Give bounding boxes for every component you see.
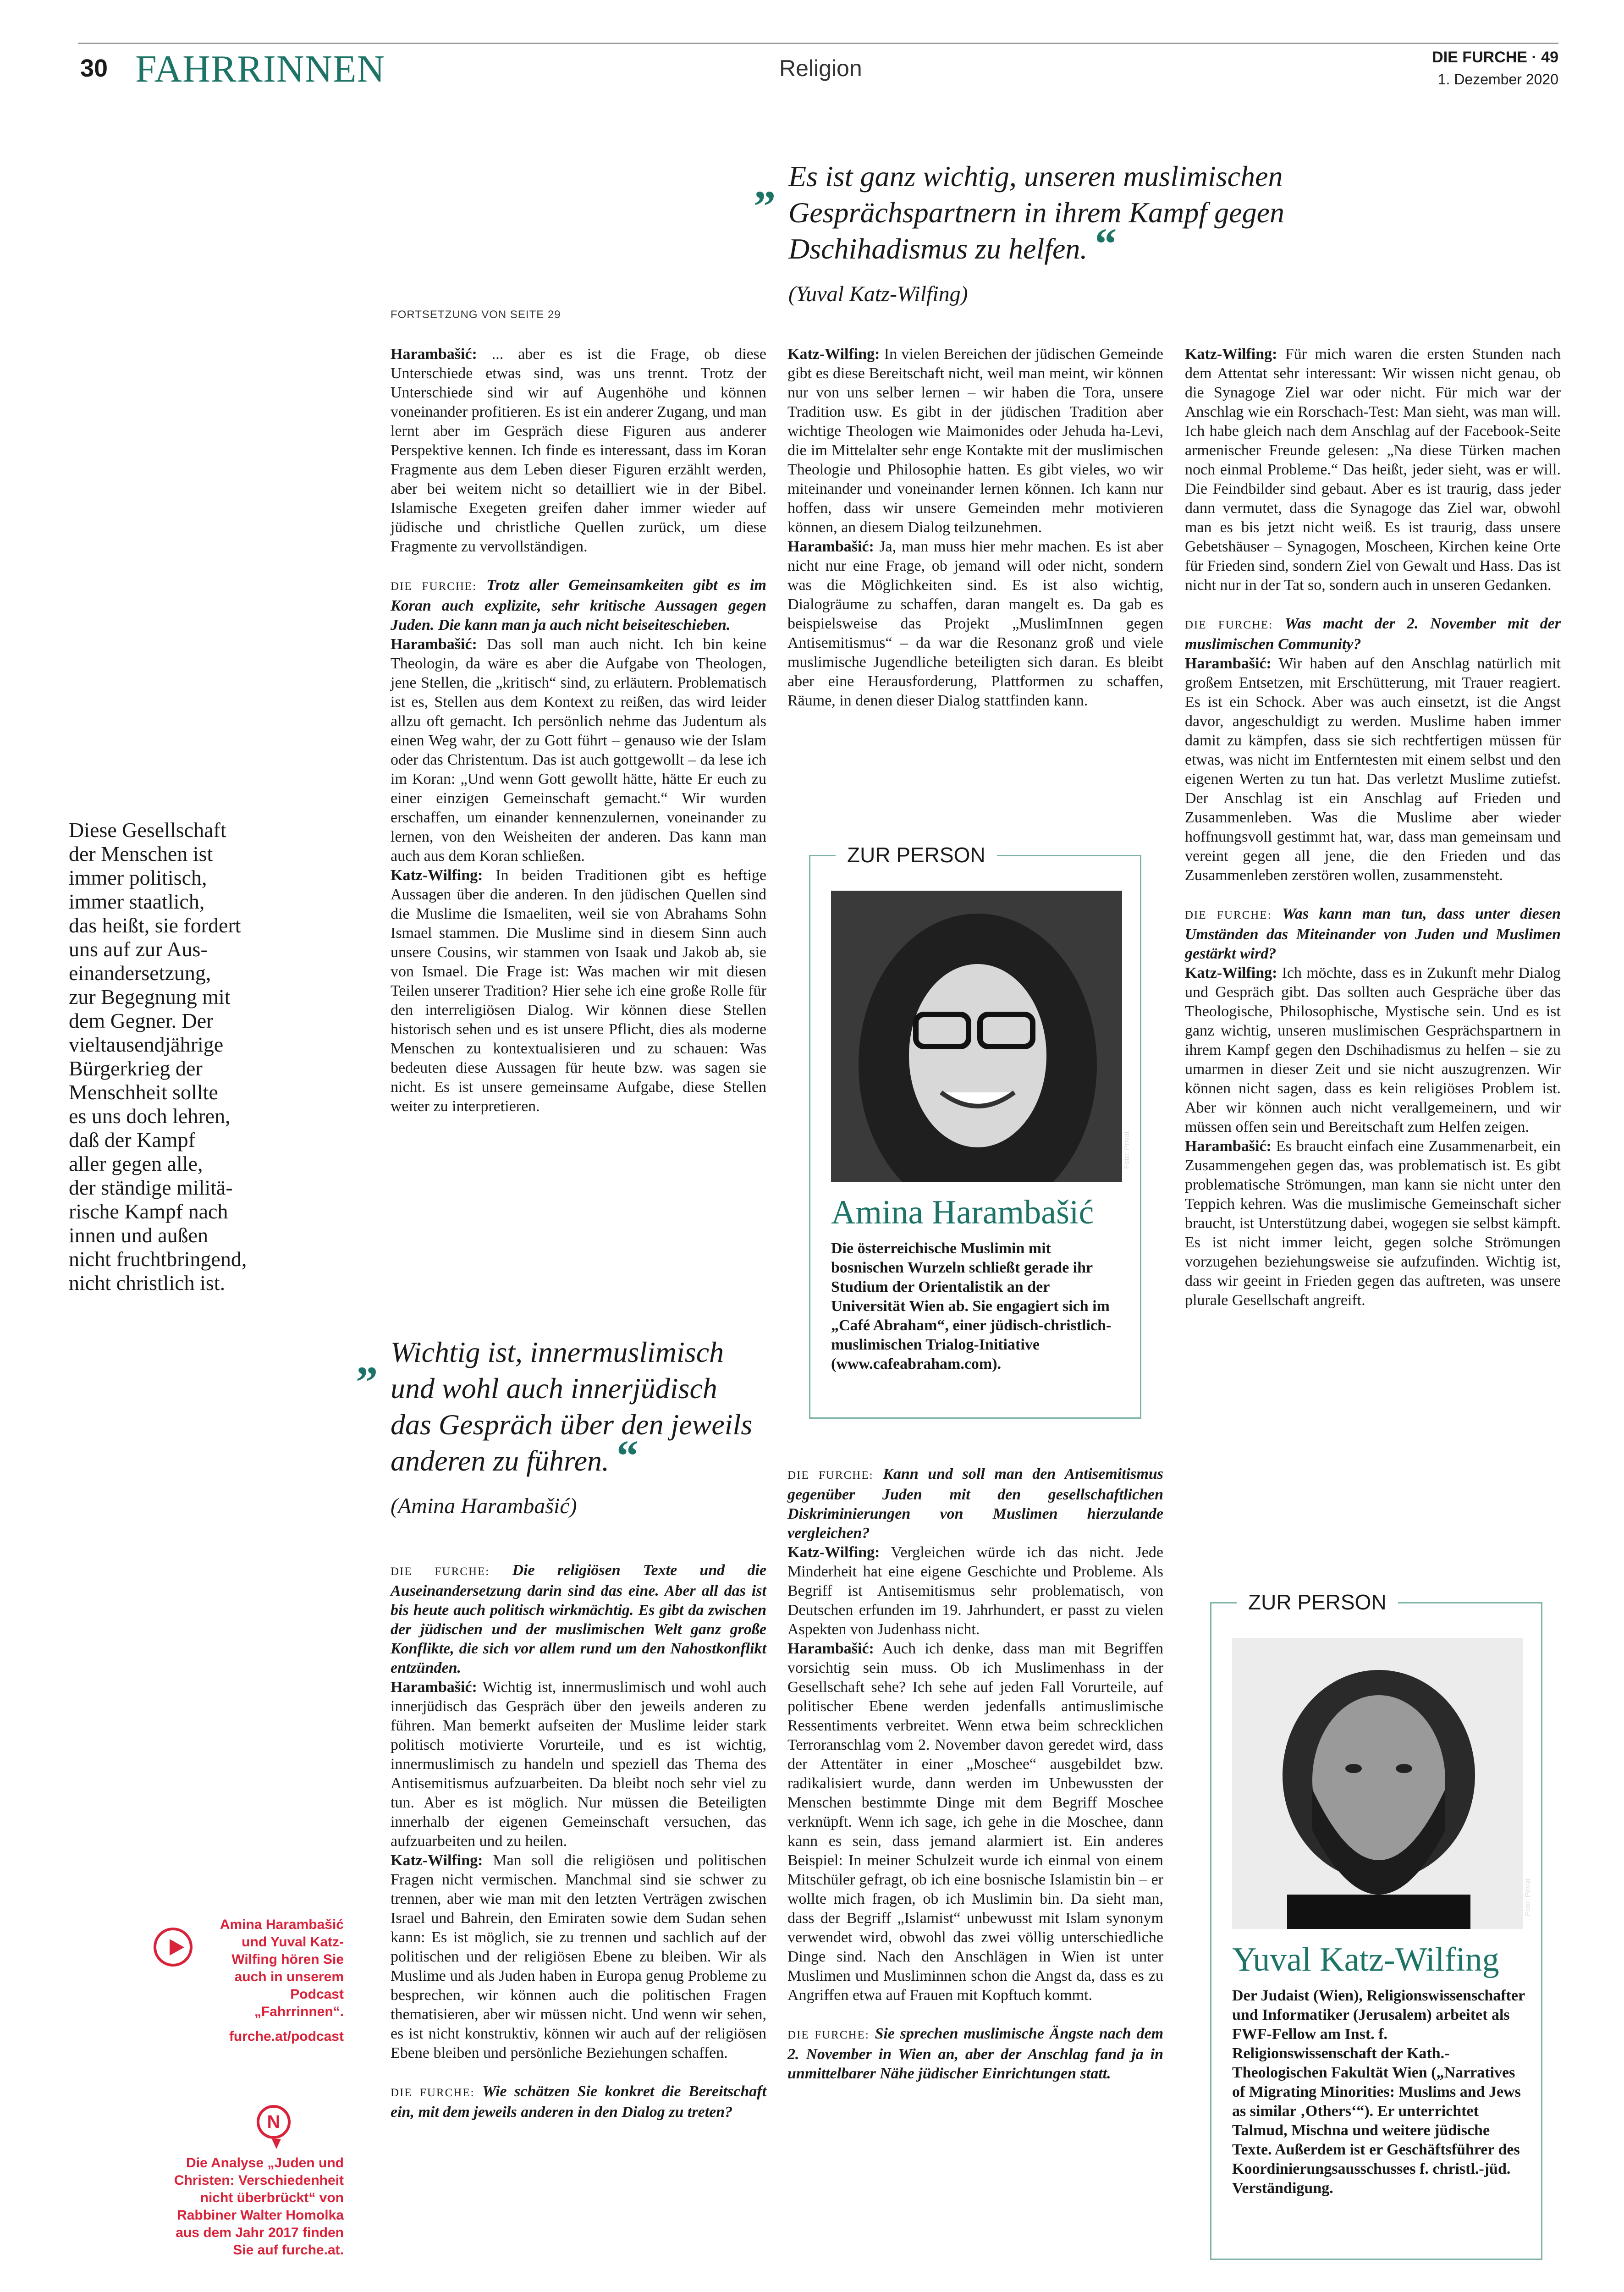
question-paragraph (391, 576, 766, 635)
question-paragraph (787, 2024, 1163, 2083)
speaker-label: DIE FURCHE: (391, 580, 477, 593)
question-text: Wie schätzen Sie konkret die Bereitschaft ein, mit dem jeweils anderen in den Dialog zu treten? (391, 2083, 767, 2121)
speaker-label: Harambašić: (787, 538, 874, 555)
page-number: 30 (80, 55, 108, 82)
poem-line: der ständige militä- (69, 1176, 233, 1199)
poem-line: Menschheit sollte (69, 1080, 218, 1104)
quote-close-mark: “ (1095, 219, 1117, 268)
person-name: Yuval Katz-Wilfing (1232, 1941, 1499, 1978)
speaker-label: DIE FURCHE: (1185, 619, 1273, 631)
portrait-illustration (1232, 1638, 1523, 1929)
paragraph-text: Vergleichen würde ich das nicht. Jede Minderheit hat eine eigene Geschichte und Probleme. Als Begriff ist Antisemitismus sehr problematisch, von Deutschen erfunden im 19. Jahrhundert, er passt zu vielen Aspekten von Judenhass nicht. (787, 1544, 1163, 1638)
poem-line: immer politisch, (69, 866, 207, 889)
pull-quote-left (356, 1334, 753, 1524)
speaker-label: Katz-Wilfing: (787, 346, 880, 363)
pull-quote-attribution: (Amina Harambašić) (391, 1494, 577, 1518)
speaker-label: DIE FURCHE: (391, 2087, 475, 2099)
paragraph-text: Wir haben auf den Anschlag natürlich mit großem Entsetzen, mit Erschütterung, mit Trauer reagiert. Es ist ein Schock. Aber was auch einsetzt, ist die Angst davor, angeschuldigt zu werden. Muslime haben immer damit zu kämpfen, dass sie sich rechtfertigen müssen für etwas, was nicht im Entferntesten mit einem selbst und den eigenen Werten zu tun hat. Das verletzt Muslime zutiefst. Der Anschlag ist ein Anschlag auf Frieden und Zusammenleben. Was die Muslime aber wieder hoffnungsvoll gestimmt hat, war, dass man gemeinsam und vereint gegen all jene, die den Frieden und das Zusammenleben zerstören wollen, zusammensteht. (1185, 655, 1561, 884)
question-text: Was kann man tun, dass unter diesen Umständen das Miteinander von Juden und Muslimen gestärkt wird? (1185, 905, 1561, 962)
poem-line: rische Kampf nach (69, 1200, 228, 1223)
pull-quote-text: Wichtig ist, innermuslimisch und wohl auch innerjüdisch das Gespräch über den jeweils anderen zu führen. (391, 1336, 753, 1477)
answer-paragraph (787, 1639, 1163, 2005)
section-title: Religion (779, 55, 862, 81)
quote-open-mark: „ (754, 159, 776, 208)
speaker-label: Katz-Wilfing: (391, 1852, 483, 1869)
answer-paragraph (787, 345, 1163, 537)
paragraph-text: Auch ich denke, dass man mit Begriffen vorsichtig sein muss. Ob ich Muslimenhass in der Gesellschaft sehe? Ich sehe auf jeden Fall Vorurteile, auf politischer Ebene werden jedenfalls antimuslimische Ressentiments verbreitet. Wenn etwa beim schrecklichen Terroranschlag vom 2. November davon geredet wird, dass der Attentäter in einer „Moschee“ ausgebildet bzw. radikalisiert wurde, dann werden im Unbewussten der Menschen bestimmte Dinge mit dem Begriff Moschee verknüpft. Wenn ich sage, ich gehe in die Moschee, dann kann es sein, dass jemand alarmiert ist. Ein anderes Beispiel: In meiner Schulzeit wurde ich einmal von einem Mitschüler gefragt, ob ich eine bosnische Islamistin bin – er wollte mich fragen, ob ich Muslimin bin. Da sieht man, dass der Begriff „Islamist“ unbewusst mit Islam synonym verwendet wird, obwohl das zwei völlig unterschiedliche Dinge sind. Nach den Anschlägen in Wien ist unter Muslimen und Musliminnen schon die Angst da, dass es zu Angriffen etwa auf Frauen mit Kopftuch kommt. (787, 1640, 1163, 2004)
poem-line: das heißt, sie fordert (69, 914, 241, 937)
portrait-illustration (831, 891, 1122, 1182)
poem-line: der Menschen ist (69, 842, 213, 865)
answer-paragraph (391, 866, 766, 1116)
analyse-promo[interactable]: Die Analyse „Juden und Christen: Verschiedenheit nicht überbrückt“ von Rabbiner Walter Homolka aus dem Jahr 2017 finden Sie auf furche.at. (174, 2155, 344, 2258)
poem-line: nicht christlich ist. (69, 1271, 226, 1295)
furche-n-pin-icon: N (257, 2105, 291, 2139)
paragraph-text: Man soll die religiösen und politischen Fragen nicht vermischen. Manchmal sind sie schwer zu trennen, aber wie man mit den letzten Verträgen zwischen Israel und Bahrein, den Emiraten sowie dem Sudan sehen kann: Es ist möglich, sie zu trennen und sachlich auf der politischen und der religiösen Ebene zu bleiben. Wir als Muslime und als Juden haben in Europa genug Probleme zu besprechen, wir können auch die politischen Fragen thematisieren, aber wir müssen nicht. Und wenn wir sehen, es ist nicht konstruktiv, können wir auch auf der religiösen Ebene bleiben und persönliche Beziehungen schaffen. (391, 1852, 767, 2061)
question-paragraph (391, 1561, 766, 1678)
header-rule (78, 43, 1558, 44)
poem-line: es uns doch lehren, (69, 1104, 231, 1128)
question-paragraph (1185, 904, 1561, 964)
paper-date: 1. Dezember 2020 (1437, 71, 1558, 88)
margin-quote (69, 818, 307, 1295)
person-box-label: ZUR PERSON (1237, 1590, 1398, 1614)
paragraph-text: Es braucht einfach eine Zusammenarbeit, ein Zusammengehen gegen das, was problematisch ist. Es gibt problematische Strömungen, man kann sie nicht unter den Teppich kehren. Was die muslimische Gemeinschaft sicher braucht, ist Unterstützung dabei, wogegen sie selbst kämpft. Es ist nicht immer leicht, gegen solche Strömungen vorzugehen beziehungsweise sie aufzufinden. Wichtig ist, dass wir geeint in Frieden gegen das auftreten, was unsere plurale Gesellschaft angreift. (1185, 1138, 1561, 1309)
paragraph-text: In beiden Traditionen gibt es heftige Aussagen über die anderen. In den jüdischen Quellen sind die Muslime die Ismaeliten, weil sie von Abrahams Sohn Ismael stammen. Die Muslime sind in diesem Sinn auch unsere Cousins, wir stammen von Isaak und Jakob ab, sie von Ismael. Die Frage ist: Was machen wir mit diesen Teilen unserer Tradition? Hier sehe ich eine große Rolle für den interreligiösen Dialog. Wir können diese Stellen historisch sehen und es ist unsere Pflicht, dies als moderne Menschen zu kontextualisieren und zu schauen: Was bedeuten diese Aussagen für heute bzw. was sagen sie nicht. Es ist unsere gemeinsame Aufgabe, diese Stellen weiter zu interpretieren. (391, 867, 766, 1115)
speaker-label: Harambašić: (787, 1640, 874, 1657)
paragraph-text: Für mich waren die ersten Stunden nach dem Attentat sehr interessant: Wir wissen nicht genau, ob die Synagoge Ziel war oder nicht. Für mich war der Anschlag wie ein Rorschach-Test: Man sieht, was man will. Ich habe gleich nach dem Anschlag auf der Facebook-Seite armenischer Freunde gelesen: „Na diese Türken machen noch einmal Probleme.“ Das heißt, jeder sieht, was er will. Die Feindbilder sind gebaut. Aber es ist traurig, dass jeder dann vermutet, dass die Synagoge das Ziel war, obwohl man es bis jetzt nicht weiß. Es ist traurig, dass unsere Gebetshäuser – Synagogen, Moscheen, Kirchen keine Orte für Frieden sind, sondern Ziel von Gewalt und Hass. Das ist nicht nur in der Tat so, sondern auch in unseren Gedanken. (1185, 346, 1561, 594)
answer-paragraph (787, 537, 1163, 711)
poem-line: aller gegen alle, (69, 1152, 203, 1175)
person-bio: Der Judaist (Wien), Religionswissenschafter und Informatiker (Jerusalem) arbeitet als FWF-Fellow am Inst. f. Religionswissenschaft der Kath.-Theologischen Fakultät Wien („Narratives of Migrating Minorities: Muslims and Jews as similar ‚Others‘“). Er unterrichtet Talmud, Mischna und weitere jüdische Texte. Außerdem ist er Geschäftsführer des Koordinierungsausschusses f. christl.-jüd. Verständigung. (1232, 1987, 1525, 2197)
speaker-label: Harambašić: (1185, 1138, 1272, 1155)
question-text: Sie sprechen muslimische Ängste nach dem 2. November in Wien an, aber der Anschlag fand ja in unmittelbarer Nähe jüdischer Einrichtungen statt. (787, 2025, 1164, 2082)
section-brand: FAHRRINNEN (135, 48, 385, 90)
speaker-label: DIE FURCHE: (787, 2029, 870, 2041)
answer-paragraph (391, 345, 766, 556)
article-column-2 (787, 345, 1163, 711)
person-box-yuval (1210, 1590, 1542, 2260)
poem-line: daß der Kampf (69, 1128, 195, 1152)
speaker-label: Katz-Wilfing: (787, 1544, 880, 1561)
paragraph-text: Wichtig ist, innermuslimisch und wohl auch innerjüdisch das Gespräch über den jeweils anderen zu führen. Man bemerkt aufseiten der Muslime leider stark politisch motivierte Vorurteile, und es ist wichtig, innermuslimisch zu handeln und speziell das Thema des Antisemitismus aufzuarbeiten. Da bleibt noch sehr viel zu tun. Aber es ist möglich. Nur müssen die Beteiligten innerhalb der eigenen Gemeinschaft versuchen, das aufzuarbeiten und zu heilen. (391, 1679, 766, 1850)
paragraph-text: ... aber es ist die Frage, ob diese Unterschiede etwas sind, was uns trennt. Trotz der Unterschiede sind wir auf Augenhöhe und können voneinander profitieren. Es ist ein anderer Zugang, und man lernt aber im Gespräch diese Figuren aus anderer Perspektive kennen. Ich finde es interessant, dass im Koran Fragmente aus dem Leben dieser Figuren erzählt werden, aber bei weitem nicht so detailliert wie in der Bibel. Islamische Exegeten greifen daher immer wieder auf jüdische und christliche Quellen zurück, um diese Fragmente zu vervollständigen. (391, 346, 766, 555)
question-paragraph (787, 1465, 1163, 1543)
speaker-label: DIE FURCHE: (787, 1469, 874, 1482)
portrait-photo-yuval (1232, 1638, 1523, 1929)
article-column-3 (1185, 345, 1561, 1310)
pull-quote-top (754, 158, 1357, 312)
question-paragraph (391, 2082, 766, 2122)
question-text: Kann und soll man den Antisemitismus gegenüber Juden mit den gesellschaftlichen Diskriminierungen von Muslimen hierzulande vergleichen? (787, 1466, 1164, 1542)
question-paragraph (1185, 614, 1561, 654)
paper-info (1432, 49, 1558, 88)
paragraph-text: Ja, man muss hier mehr machen. Es ist aber nicht nur eine Frage, ob jemand will oder nicht, sondern was die Möglichkeiten sind. Es ist also wichtig, Dialogräume zu schaffen, daran mangelt es. Da gab es beispielsweise das Projekt „MuslimInnen gegen Antisemitismus“ – da war die Resonanz groß und viele muslimische Jugendliche beteiligten sich daran. Es bleibt aber eine Herausforderung, Plattformen zu schaffen, Räume, in denen dieser Dialog stattfinden kann. (787, 538, 1163, 709)
answer-paragraph (1185, 1137, 1561, 1310)
poem-line: innen und außen (69, 1223, 209, 1247)
answer-paragraph (1185, 654, 1561, 885)
speaker-label: Katz-Wilfing: (391, 867, 483, 884)
answer-paragraph (391, 1678, 766, 1851)
paragraph-text: Das soll man auch nicht. Ich bin keine Theologin, da wäre es aber die Aufgabe von Theologen, jene Stellen, die „kritisch“ sind, zu erläutern. Problematisch ist es, Stellen aus dem Kontext zu reißen, das wird leider allzu oft gemacht. Ich persönlich nehme das Judentum als einen Weg wahr, der zu Gott führt – genauso wie der Islam oder das Christentum. Das ist auch gottgewollt – da lese ich im Koran: „Und wenn Gott gewollt hätte, hätte Er euch zu einer einzigen Gemeinschaft gemacht.“ Wir wurden erschaffen, um einander kennenzulernen, voneinander zu lernen, von den Weisheiten der anderen. Das kann man auch aus dem Koran schließen. (391, 636, 766, 865)
answer-paragraph (1185, 345, 1561, 595)
person-box-label: ZUR PERSON (836, 843, 997, 867)
answer-paragraph (1185, 964, 1561, 1137)
play-circle-icon[interactable] (154, 1928, 193, 1967)
poem-line: Bürgerkrieg der (69, 1057, 203, 1080)
poem-line: Diese Gesellschaft (69, 818, 226, 842)
paper-issue: DIE FURCHE · 49 (1432, 49, 1558, 66)
poem-line: uns auf zur Aus- (69, 937, 208, 961)
poem-line: dem Gegner. Der (69, 1009, 214, 1032)
podcast-link[interactable]: furche.at/podcast (229, 2029, 344, 2044)
pull-quote-attribution: (Yuval Katz-Wilfing) (788, 282, 968, 306)
article-column-2-lower (787, 1465, 1163, 2083)
article-column-1-lower (391, 1561, 766, 2122)
speaker-label: Harambašić: (1185, 655, 1272, 672)
poem-line: einandersetzung, (69, 961, 211, 985)
speaker-label: Harambašić: (391, 636, 477, 653)
quote-open-mark: „ (356, 1334, 378, 1383)
question-text: Trotz aller Gemeinsamkeiten gibt es im Koran auch explizite, sehr kritische Aussagen gegen Juden. Die kann man ja auch nicht beiseiteschieben. (391, 577, 767, 634)
speaker-label: Katz-Wilfing: (1185, 964, 1277, 981)
paragraph-text: Ich möchte, dass es in Zukunft mehr Dialog und Gespräch gibt. Das sollten auch Gespräche über das Theologische, Philosophische, Mystische sein. Und es ist ganz wichtig, unseren muslimischen Gesprächspartnern in ihrem Kampf gegen den Dschihadismus zu helfen – sie zu umarmen in dieser Zeit und sie nicht auszugrenzen. Wir können nicht sagen, dass es kein religiöses Problem ist. Aber wir können auch nicht verallgemeinern, und wir müssen offen sein und Bereitschaft zum Helfen zeigen. (1185, 964, 1561, 1135)
podcast-promo-text: Amina Harambašić und Yuval Katz-Wilfing hören Sie auch in unserem Podcast „Fahrrinnen“. (220, 1917, 344, 2019)
person-name: Amina Harambašić (831, 1194, 1094, 1231)
pull-quote-text: Es ist ganz wichtig, unseren muslimischen Gesprächspartnern in ihrem Kampf gegen Dschihadismus zu helfen. (788, 160, 1284, 265)
question-text: Was macht der 2. November mit der muslimischen Community? (1185, 615, 1561, 653)
portrait-photo-amina (831, 891, 1122, 1182)
poem-line: zur Begegnung mit (69, 985, 231, 1008)
speaker-label: Harambašić: (391, 1679, 477, 1696)
person-box-amina (809, 843, 1141, 1419)
photo-credit: Foto: Privat (1123, 1131, 1131, 1169)
answer-paragraph (391, 1851, 766, 2063)
speaker-label: DIE FURCHE: (391, 1565, 490, 1578)
photo-credit: Foto: Privat (1524, 1879, 1532, 1916)
answer-paragraph (391, 635, 766, 866)
speaker-label: DIE FURCHE: (1185, 909, 1272, 921)
speaker-label: Harambašić: (391, 346, 477, 363)
paragraph-text: In vielen Bereichen der jüdischen Gemeinde gibt es diese Bereitschaft nicht, weil man meint, wir können nur von uns selber lernen – wir haben die Tora, unsere Tradition usw. Es gibt in der jüdischen Tradition aber wichtige Theologen wie Maimonides oder Jehuda ha-Levi, die im Mittelalter sehr enge Kontakte mit der muslimischen Theologie und Philosophie hatten. Es gibt vieles, wo wir miteinander und voneinander lernen können. Ich kann nur hoffen, dass wir unsere Gemeinden mehr motivieren können, an diesem Dialog teilzunehmen. (787, 346, 1163, 536)
answer-paragraph (787, 1543, 1163, 1639)
podcast-promo (197, 1916, 344, 2045)
poem-line: immer staatlich, (69, 890, 205, 913)
speaker-label: Katz-Wilfing: (1185, 346, 1277, 363)
question-text: Die religiösen Texte und die Auseinandersetzung darin sind das eine. Aber all das ist bis heute auch politisch wirkmächtig. Es gibt da zwischen der jüdischen und der muslimischen Welt ganz große Konflikte, die sich vor allem rund um den Nahostkonflikt entzünden. (391, 1562, 766, 1676)
article-column-1 (391, 345, 766, 1116)
quote-close-mark: “ (616, 1431, 639, 1480)
continued-note: FORTSETZUNG VON SEITE 29 (391, 309, 561, 321)
person-bio: Die österreichische Muslimin mit bosnischen Wurzeln schließt gerade ihr Studium der Orientalistik an der Universität Wien ab. Sie engagiert sich im „Café Abraham“, einer jüdisch-christlich-muslimischen Trialog-Initiative (www.cafeabraham.com). (831, 1240, 1112, 1372)
poem-line: nicht fruchtbringend, (69, 1247, 247, 1271)
poem-line: vieltausendjährige (69, 1033, 224, 1056)
